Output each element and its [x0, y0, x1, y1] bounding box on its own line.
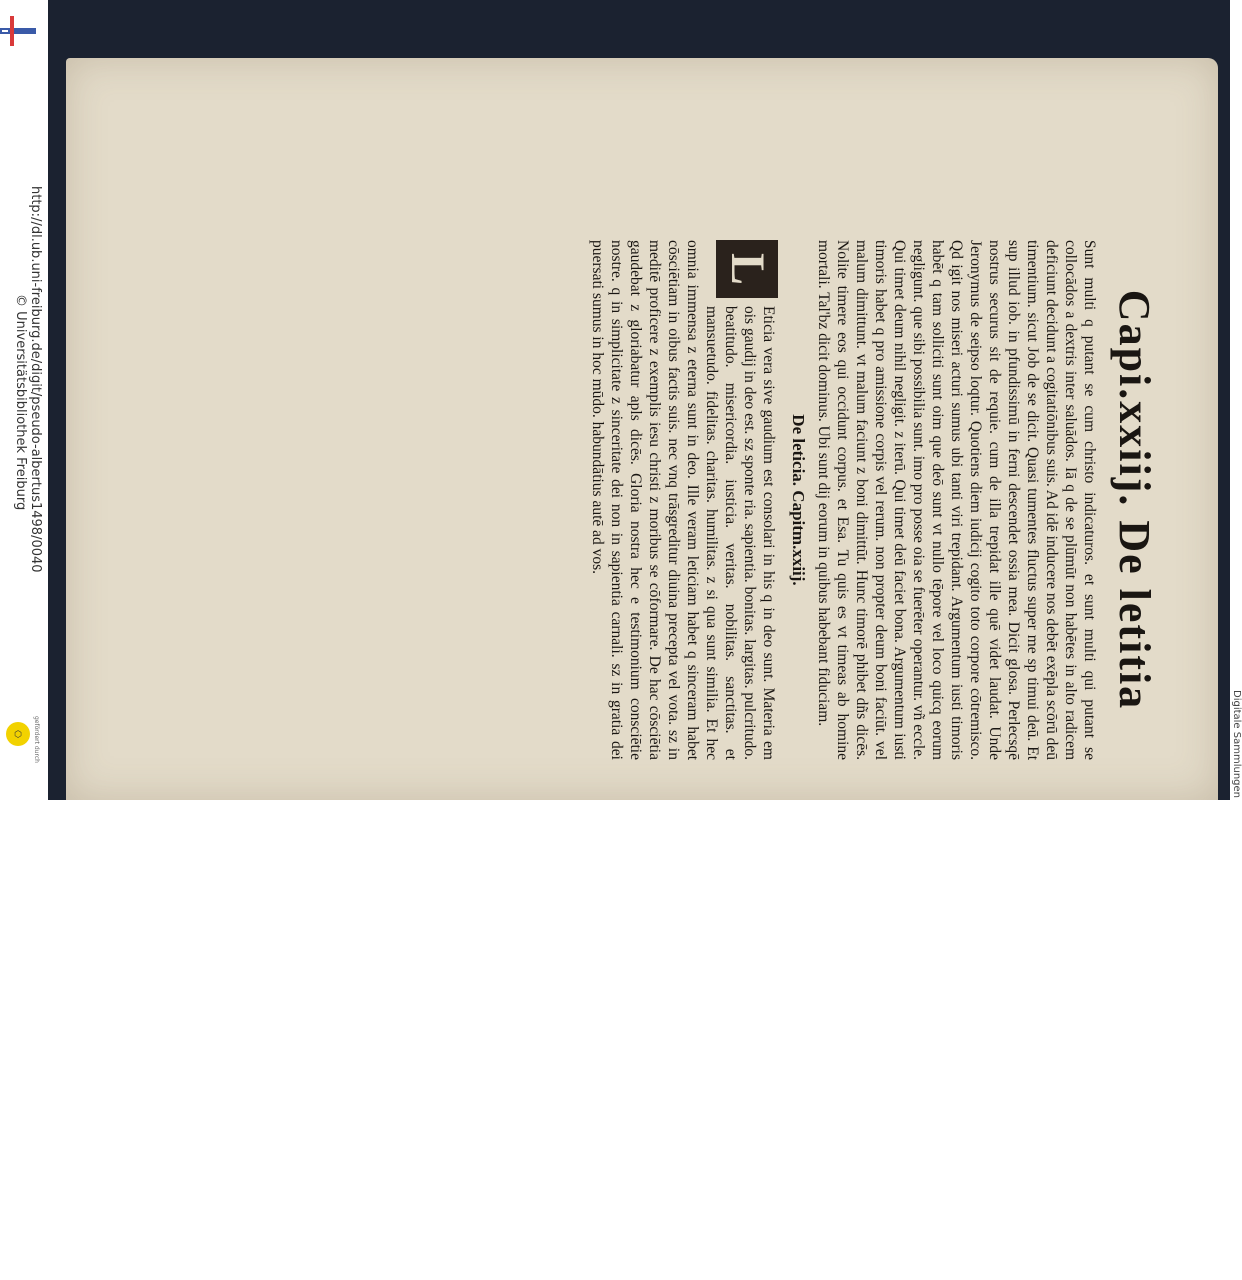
- funder-logo-icon: ⬡: [6, 722, 30, 746]
- viewer-left-strip: [0, 0, 48, 800]
- paragraph-body-2: Eticia vera sive gaudium est consolari in his q in deo sunt. Materia em ois gaudij in deo est. sz sponte ria. sapientia. bonitas. largitas. pulcritudo. beatitudo. misericordia. iusticia. veritas. nobilitas. sanctitas. et mansuetudo. fidelitas. charitas. humilitas. z si qua sunt similia. Et hec omnia immensa z eterna sunt in deo. Ille veram leticiam habet q sinceram habet cōsciētiam in oibus factis suis. nec vnq trāsgreditur diuina precepta vel vota. sz in meditē proficere z exemplis iesu christi z moribus se cōformare. De hac cōsciētia gaudebat z gloriabatur apls dicēs. Gloria nostra hec e testimonium consciētie nostre. q in simplicitate z sinceritate dei non in sapientia carnali. sz in gratia dei puersati sumus in hoc mūdo. habundātius autē ad vos.: [589, 240, 777, 760]
- copyright-notice: © Universitätsbibliothek Freiburg: [13, 294, 28, 511]
- section-heading: De leticia. Capitm.xxiij.: [789, 414, 808, 586]
- drop-cap-initial: L: [716, 240, 778, 298]
- funder-label: gefördert durch: [33, 716, 40, 763]
- chapter-heading: Capi.xxiij. De letitia: [1110, 289, 1159, 711]
- document-url[interactable]: http://dl.ub.uni-freiburg.de/digit/pseudo-albertus1498/0040: [28, 186, 43, 573]
- paragraph-body-1: Sunt multi q putant se cum christo indicaturos. et sunt multi qui putant se collocādos a dextris inter saluādos. Iā q de se plūmūt non habētes in alto radicem deficiunt decidunt a cogitatiōnibus suis. Ad idē inducere nos debēt exēpla scōrū deū timentium. sicut Job de se dicit. Quasi tumentes fluctus super me sp timui deū. Et sup illud iob. in pfundissimū in ferni descendet ossia mea. Dicit glosa. Perlecsqē nostrus securus sit de requie. cum de illa trepidat ille quē videt laudat. Unde Jeronymus de seipso loqtur. Quotiens diem iudicij cogito toto corpore cōtremisco. Qd igit nos miseri acturi sumus ubi tanti viri trepidant. Argumentum iusti timoris habēt q tam solliciti sunt oim que deō sunt vt nullo tēpore vel loco quicq eorum negligunt. que sibi possibilia sunt. imo pro posse oia se fuerēter operantur. vñ eccle. Qui timet deum nihil negligit. z iterū. Qui timet deū faciet bona. Argumentum iusti timoris habet q pro amissione corpis vel rerum. non propter deum boni faciūt. vel malum dimittunt. vt malum faciunt z boni dimittūt. Hunc timorē phibet dñs dicēs. Nolite timere eos qui occidunt corpus. et Esa. Tu quis es vt timeas ab homine mortali. Tal'bz dicit dominus. Ubi sunt dij eorum in quibus habebant fiduciam.: [815, 240, 1098, 760]
- library-logo-icon: [0, 16, 36, 46]
- viewer-right-strip: [1230, 0, 1242, 800]
- collection-label: Digitale Sammlungen: [1231, 690, 1242, 799]
- page-text-block: [280, 240, 1160, 1280]
